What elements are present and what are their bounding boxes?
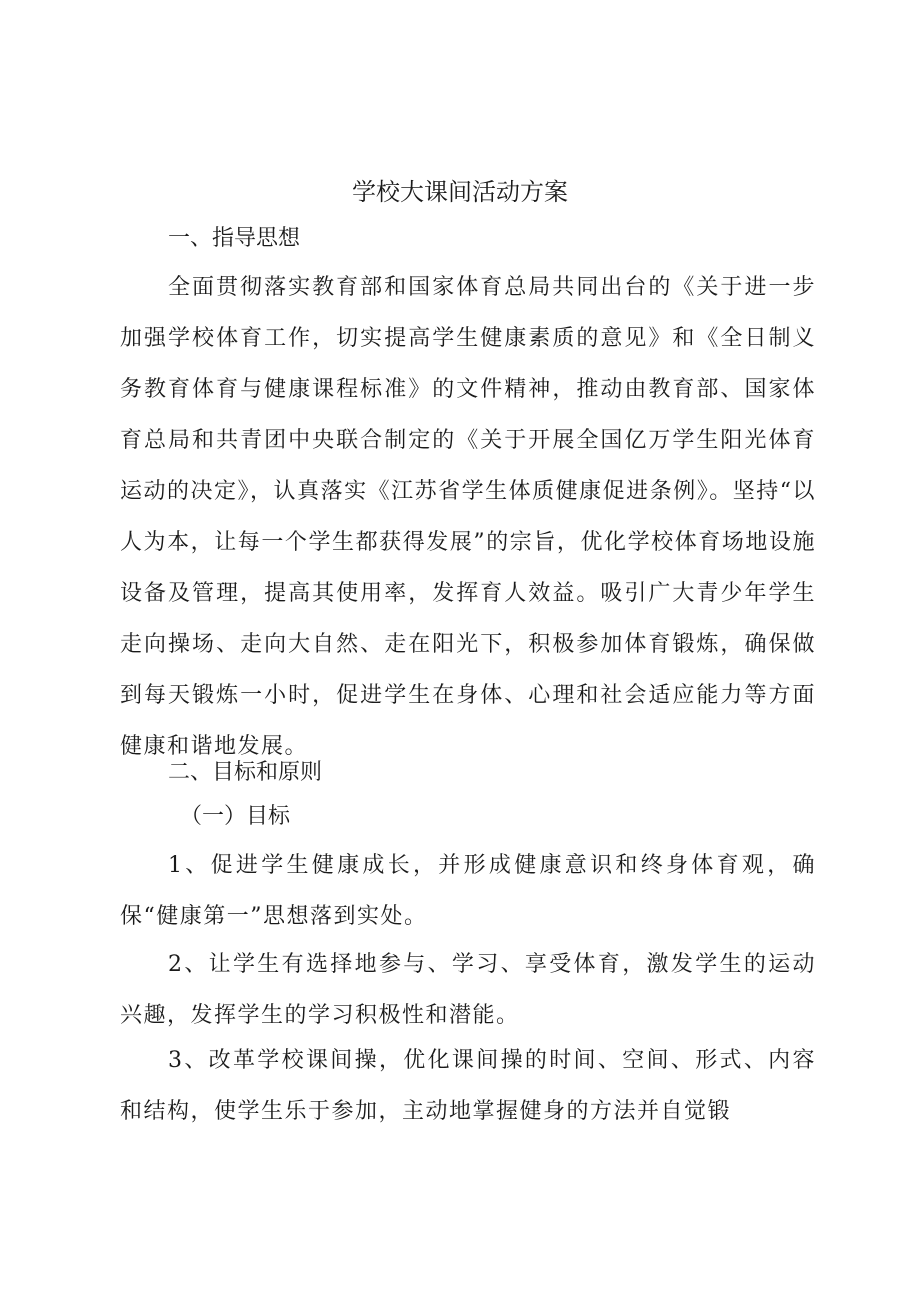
goal-item-2: 2、让学生有选择地参与、学习、享受体育，激发学生的运动兴趣，发挥学生的学习积极性和潜能。 [120, 952, 816, 1028]
guiding-ideology-paragraph: 全面贯彻落实教育部和国家体育总局共同出台的《关于进一步加强学校体育工作，切实提高学生健康素质的意见》和《全日制义务教育体育与健康课程标准》的文件精神，推动由教育部、国家体育总局和共青团中央联合制定的《关于开展全国亿万学生阳光体育运动的决定》，认真落实《江苏省学生体质健康促进条例》。坚持“以人为本，让每一个学生都获得发展”的宗旨，优化学校体育场地设施设备及管理，提高其使用率，发挥育人效益。吸引广大青少年学生走向操场、走向大自然、走在阳光下，积极参加体育锻炼，确保做到每天锻炼一小时，促进学生在身体、心理和社会适应能力等方面健康和谐地发展。 [120, 275, 816, 759]
subsection-heading-goals: （一）目标 [180, 804, 291, 829]
goal-item-3: 3、改革学校课间操，优化课间操的时间、空间、形式、内容和结构，使学生乐于参加，主动地掌握健身的方法并自觉锻 [120, 1048, 816, 1124]
goal-item-1: 1、促进学生健康成长，并形成健康意识和终身体育观，确保“健康第一”思想落到实处。 [120, 853, 816, 929]
section-heading-goals-and-principles: 二、目标和原则 [168, 760, 323, 785]
section-heading-guiding-ideology: 一、指导思想 [168, 226, 301, 251]
document-title: 学校大课间活动方案 [352, 178, 568, 206]
